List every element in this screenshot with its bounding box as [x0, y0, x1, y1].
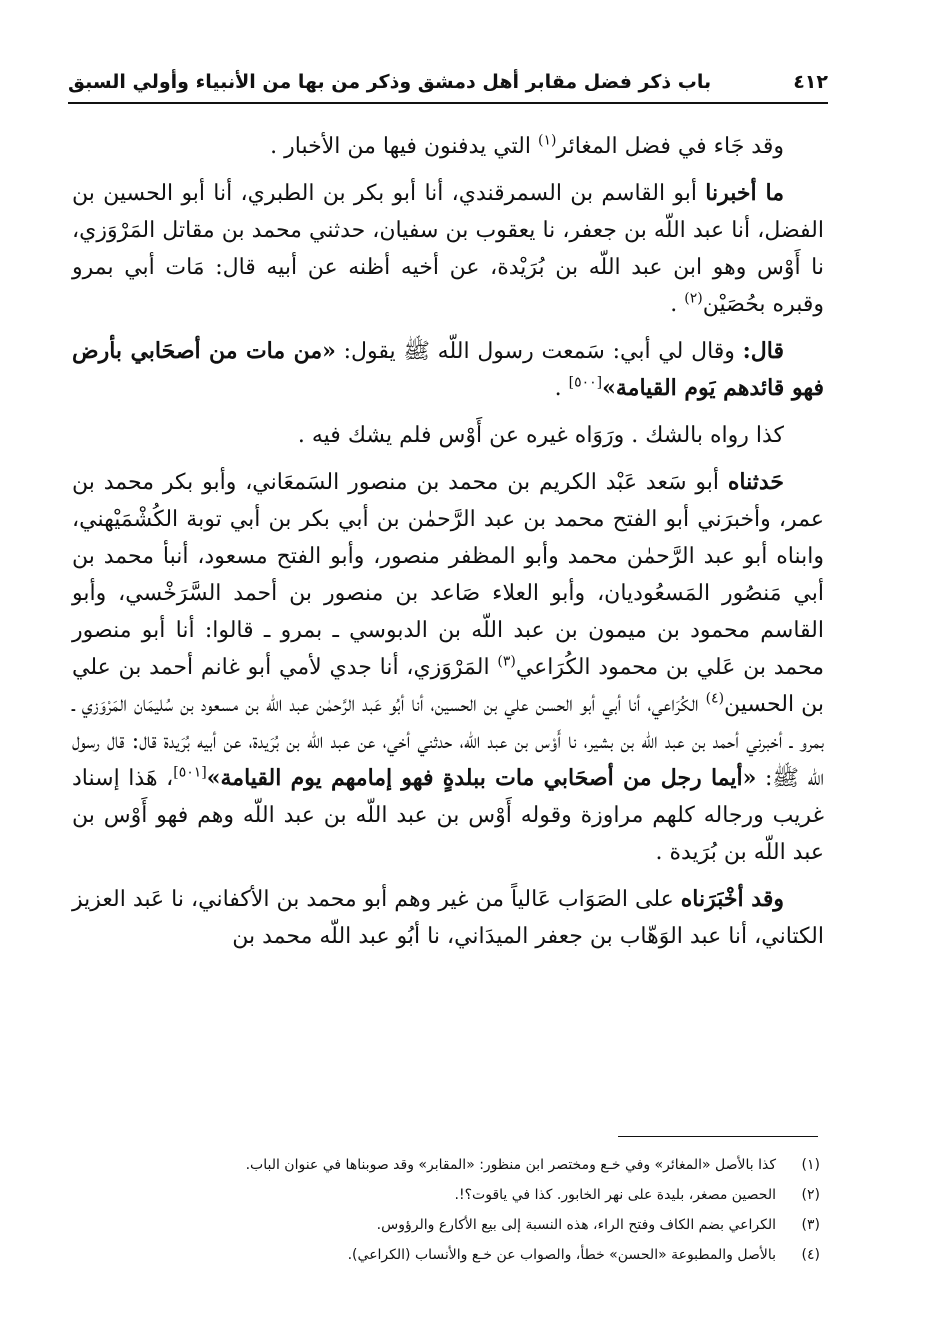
paragraph-2 — [72, 175, 824, 323]
footnote-item — [80, 1210, 820, 1240]
chapter-title: باب ذكر فضل مقابر أهل دمشق وذكر من بها من الأنبياء وأولي السبق — [68, 71, 712, 93]
hadith-number: [٥٠١] — [173, 764, 207, 781]
footnote-text: الحصين مصغر، بليدة على نهر الخابور. كذا في ياقوت؟!. — [454, 1187, 776, 1203]
paragraph-3 — [72, 333, 824, 407]
footnote-number: (٤) — [801, 1247, 820, 1263]
paragraph-lead: قال: — [742, 338, 784, 364]
paragraph-text: كذا رواه بالشك . ورَوَاه غيره عن أَوْس فلم يشك فيه . — [297, 423, 784, 448]
paragraph-text: التي يدفنون فيها من الأخبار . — [270, 134, 538, 159]
paragraph-4 — [72, 417, 824, 454]
paragraph-text: ، هَذا إسناد غريب ورجاله كلهم مراوزة وقوله أَوْس بن عبد اللّه بن عبد اللّه وهم فهو أَوْس بن عبد اللّه بن بُرَيدة . — [72, 766, 824, 865]
paragraph-text: . — [670, 292, 685, 317]
paragraph-text: . — [554, 376, 569, 401]
footnote-item — [80, 1150, 820, 1180]
hadith-text: «أيما رجل من أصحَابي مات ببلدةٍ فهو إمامهم يوم القيامة» — [206, 765, 757, 791]
footnote-number: (١) — [801, 1157, 820, 1173]
paragraph-text: الكُرَاعي، أنا أبي أبو الحسن علي بن الحسين، أنا أبُو عَبد الرَّحمٰن عبد اللّه بن مسعود بن سُليمَان المَرْوَزي ـ بمرو ـ أخبرني أحمد بن عبد اللّه بن بشير، نا أَوْس بن عبد اللّه، حدثني أخي، عن عبد اللّه بن بُرَيدة، عن أبيه بُرَيدة قال: قال رسول اللّه ﷺ: — [72, 692, 824, 791]
footnote-ref-3[interactable]: (٣) — [497, 653, 516, 670]
header-rule — [68, 102, 828, 104]
footnote-item — [80, 1240, 820, 1270]
paragraph-5 — [72, 464, 824, 871]
footnote-text: الكراعي بضم الكاف وفتح الراء، هذه النسبة إلى بيع الأكارع والرؤوس. — [376, 1217, 776, 1233]
main-text — [72, 128, 824, 965]
paragraph-text: وقال لي أبي: سَمعت رسول اللّه ﷺ يقول: — [335, 339, 743, 364]
footnote-separator — [618, 1136, 818, 1137]
footnote-ref-1[interactable]: (١) — [538, 132, 557, 149]
paragraph-text: المَرْوَزي، أنا جدي لأمي أبو غانم أحمد بن علي بن الحسين — [72, 655, 824, 717]
paragraph-1 — [72, 128, 824, 165]
paragraph-text: أبو القاسم بن السمرقندي، أنا أبو بكر بن الطبري، أنا أبو الحسين بن الفضل، أنا عبد اللّه بن جعفر، نا يعقوب بن سفيان، حدثني محمد بن مقاتل المَرْوَزي، نا أَوْس وهو ابن عبد اللّه بن بُرَيْدة، عن أخيه أظنه عن أبيه قال: مَات أبي بمرو وقبره بحُصَيْن — [72, 181, 824, 317]
paragraph-6 — [72, 881, 824, 955]
paragraph-text: على الصَوَاب عَالياً من غير وهم أبو محمد بن الأكفاني، نا عَبد العزيز الكتاني، أنا عبد الوَهّاب بن جعفر الميدَاني، نا أبُو عبد اللّه محمد بن — [72, 887, 824, 949]
paragraph-lead: وقد أخْبَرَناه — [680, 886, 784, 912]
paragraph-lead: حَدثناه — [727, 469, 784, 495]
hadith-number: [٥٠٠] — [568, 374, 603, 391]
page-number: ٤١٢ — [793, 71, 828, 93]
footnote-item — [80, 1180, 820, 1210]
paragraph-text: أبو سَعد عَبْد الكريم بن محمد بن منصور السَمعَاني، وأبو بكر محمد بن عمر، وأخبرَني أبو الفتح محمد بن عبد الرَّحمٰن بن أبي بكر بن أبي توبة الكُشْمَيْهني، وابناه أبو عبد الرَّحمٰن محمد وأبو المظفر منصور، وأبو الفتح مسعود، أنبأ محمد بن أبي مَنصُور المَسعُوديان، وأبو العلاء صَاعد بن منصور بن أحمد السَّرَخْسي، وأبو القاسم محمود بن ميمون بن عبد اللّه بن الدبوسي ـ بمرو ـ قالوا: أنا أبو منصور محمد بن عَلي بن محمود الكُرَاعي — [72, 470, 824, 680]
footnote-ref-4[interactable]: (٤) — [705, 690, 725, 707]
paragraph-text: وقد جَاء في فضل المغائر — [556, 134, 784, 159]
footnote-number: (٢) — [801, 1187, 820, 1203]
footnote-ref-2[interactable]: (٢) — [684, 290, 703, 307]
footnote-text: كذا بالأصل «المغائر» وفي خـع ومختصر ابن منظور: «المقابر» وقد صوبناها في عنوان الباب. — [245, 1157, 776, 1173]
running-header — [68, 64, 828, 100]
footnote-number: (٣) — [801, 1217, 820, 1233]
paragraph-lead: ما أخبرنا — [705, 180, 784, 206]
hadith-text: «من مات من أصحَابي بأرض فهو قائدهم يَوم القيامة» — [72, 338, 824, 401]
footnotes — [80, 1150, 820, 1270]
footnote-text: بالأصل والمطبوعة «الحسن» خطأ، والصواب عن خـع والأنساب (الكراعي). — [347, 1247, 776, 1263]
